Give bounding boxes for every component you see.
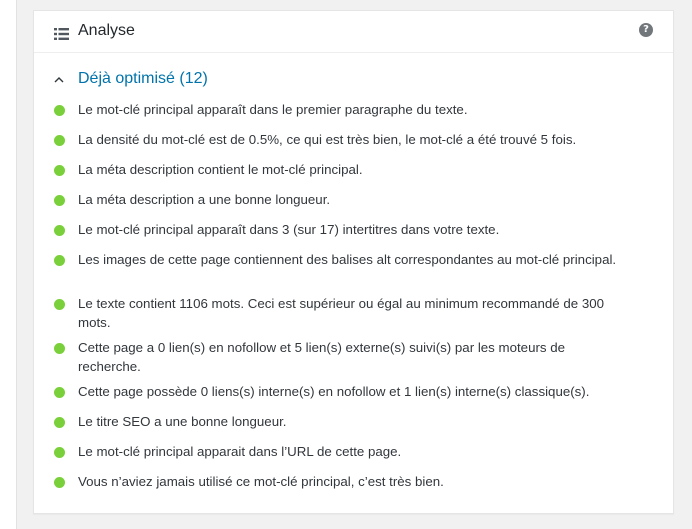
list-item-text: Le mot-clé principal apparaît dans le premier paragraphe du texte. bbox=[78, 102, 468, 117]
status-good-icon bbox=[54, 447, 65, 458]
list-item-text: La méta description a une bonne longueur. bbox=[78, 192, 331, 207]
status-good-icon bbox=[54, 195, 65, 206]
status-good-icon bbox=[54, 299, 65, 310]
list-item-text: Cette page a 0 lien(s) en nofollow et 5 lien(s) externe(s) suivi(s) par les moteurs de recherche. bbox=[78, 340, 566, 374]
status-good-icon bbox=[54, 225, 65, 236]
list-item-text: Cette page possède 0 liens(s) interne(s) en nofollow et 1 lien(s) interne(s) classique(s). bbox=[78, 384, 590, 399]
list-item-text: La méta description contient le mot-clé principal. bbox=[78, 162, 363, 177]
list-item-text: La densité du mot-clé est de 0.5%, ce qui est très bien, le mot-clé a été trouvé 5 fois. bbox=[78, 132, 577, 147]
status-good-icon bbox=[54, 165, 65, 176]
list-icon bbox=[54, 28, 69, 40]
status-good-icon bbox=[54, 477, 65, 488]
list-item-text: Le texte contient 1106 mots. Ceci est supérieur ou égal au minimum recommandé de 300 mots. bbox=[78, 296, 605, 330]
chevron-up-icon bbox=[54, 76, 64, 83]
status-good-icon bbox=[54, 417, 65, 428]
status-good-icon bbox=[54, 343, 65, 354]
status-good-icon bbox=[54, 135, 65, 146]
analysis-panel bbox=[33, 10, 674, 514]
list-item-text: Vous n’aviez jamais utilisé ce mot-clé principal, c’est très bien. bbox=[78, 474, 444, 489]
section-title: Déjà optimisé (12) bbox=[78, 70, 208, 87]
status-good-icon bbox=[54, 255, 65, 266]
section-toggle-button[interactable] bbox=[54, 70, 214, 90]
status-good-icon bbox=[54, 387, 65, 398]
list-item-text: Le mot-clé principal apparaît dans 3 (sur 17) intertitres dans votre texte. bbox=[78, 222, 500, 237]
list-item-text: Les images de cette page contiennent des balises alt correspondantes au mot-clé principal. bbox=[78, 252, 617, 267]
question-icon[interactable]: ? bbox=[639, 23, 653, 37]
status-good-icon bbox=[54, 105, 65, 116]
panel-title: Analyse bbox=[78, 22, 135, 39]
list-item-text: Le mot-clé principal apparait dans l’URL de cette page. bbox=[78, 444, 402, 459]
list-item-text: Le titre SEO a une bonne longueur. bbox=[78, 414, 287, 429]
left-sidebar-strip bbox=[0, 0, 17, 529]
panel-header bbox=[34, 11, 673, 53]
